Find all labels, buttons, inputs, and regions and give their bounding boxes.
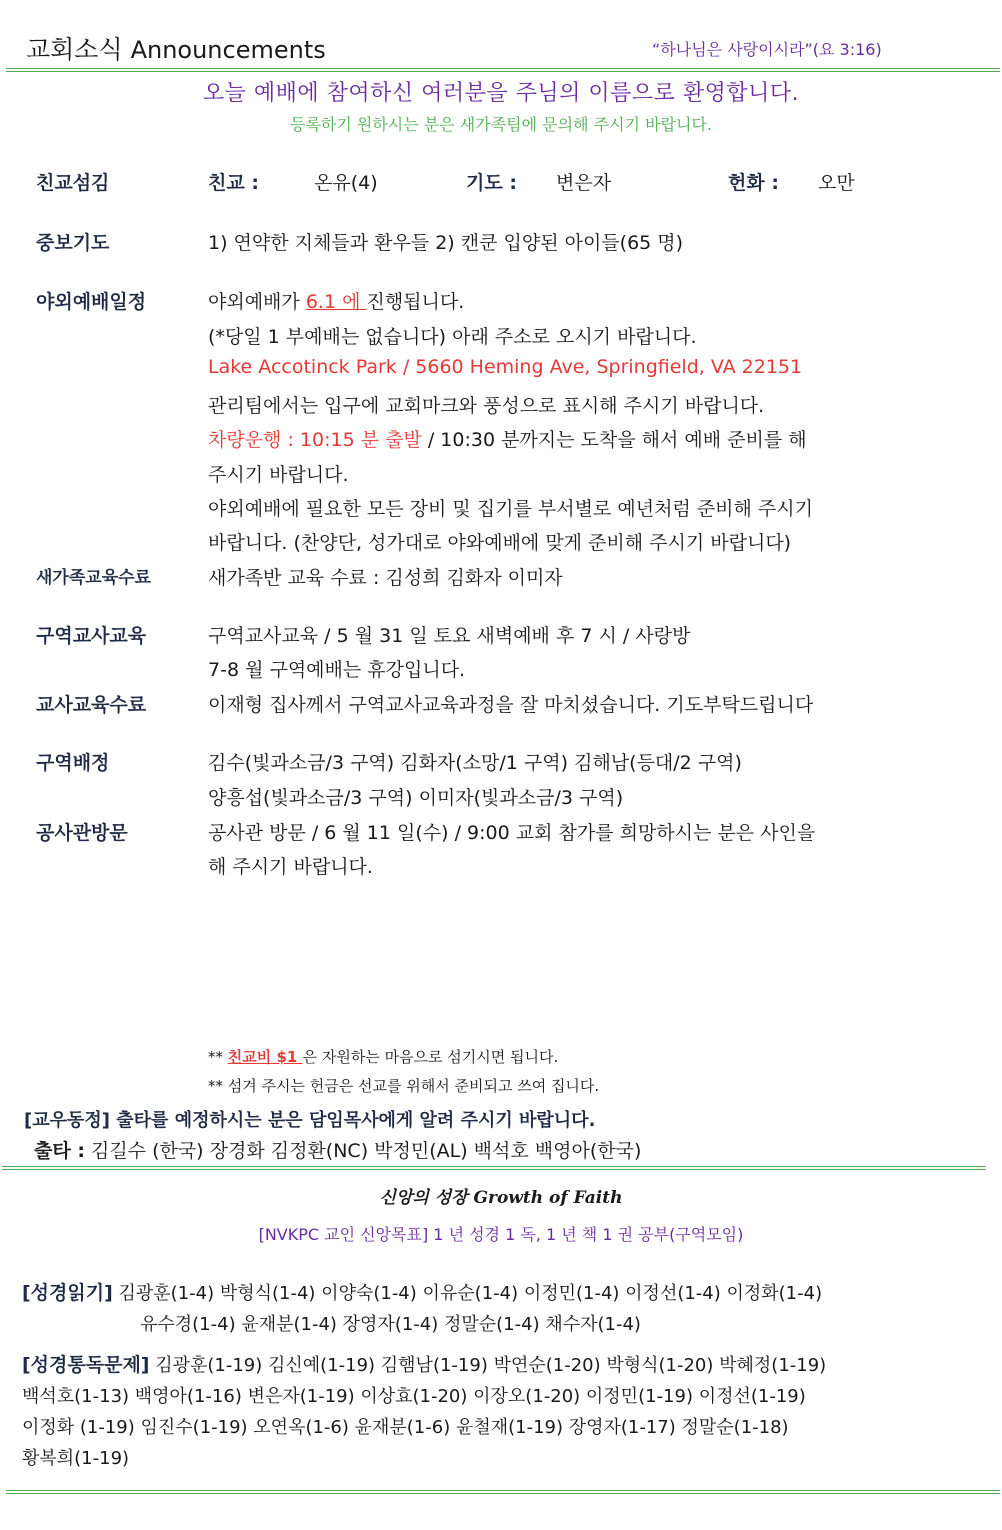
bible-reading-label: [성경읽기] [22, 1282, 113, 1304]
bottom-divider [6, 1490, 1000, 1494]
district-teacher-line-1: 구역교사교육 / 5 월 31 일 토요 새벽예배 후 7 시 / 사랑방 [208, 625, 691, 647]
depart-line [34, 1136, 641, 1163]
newfamily-label: 새가족교육수료 [36, 568, 151, 588]
outdoor-line-8: 바랍니다. (찬양단, 성가대로 야와예배에 맞게 준비해 주시기 바랍니다) [208, 532, 792, 554]
outdoor-line-2: (*당일 1 부예배는 없습니다) 아래 주소로 오시기 바랍니다. [208, 326, 697, 348]
fellowship-label: 친교 : [208, 172, 259, 194]
depart-label: 출타 : [34, 1140, 85, 1162]
faith-goal: [NVKPC 교인 신앙목표] 1 년 성경 1 독, 1 년 책 1 권 공부(구역모임) [258, 1225, 744, 1244]
outdoor-line-5-rest: / 10:30 분까지는 도착을 해서 예배 준비를 해 [421, 429, 807, 451]
outdoor-line-1-pre: 야외예배가 [208, 291, 306, 313]
growth-title: 신앙의 성장 Growth of Faith [379, 1188, 623, 1208]
offering-note: ** 섬겨 주시는 헌금은 선교를 위해서 준비되고 쓰여 집니다. [208, 1077, 600, 1095]
fellowship-value: 온유(4) [314, 172, 378, 194]
newfamily-text: 새가족반 교육 수료 : 김성희 김화자 이미자 [208, 567, 563, 589]
bible-quiz-line-2: 백석호(1-13) 백영아(1-16) 변은자(1-19) 이상효(1-20) 이장오(1-20) 이정민(1-19) 이정선(1-19) [22, 1386, 806, 1407]
service-label: 친교섬김 [36, 172, 110, 194]
outdoor-address: Lake Accotinck Park / 5660 Heming Ave, Springfield, VA 22151 [208, 356, 803, 378]
register-message: 등록하기 원하시는 분은 새가족팀에 문의해 주시기 바랍니다. [289, 115, 712, 134]
outdoor-line-1-post: 진행됩니다. [366, 291, 465, 313]
intercession-label: 중보기도 [36, 232, 110, 254]
outdoor-line-7: 야외예배에 필요한 모든 장비 및 집기를 부서별로 예년처럼 준비해 주시기 [208, 498, 813, 520]
district-teacher-line-2: 7-8 월 구역예배는 휴강입니다. [208, 659, 466, 681]
page-title [26, 30, 326, 66]
teacher-complete-text: 이재형 집사께서 구역교사교육과정을 잘 마치셨습니다. 기도부탁드립니다 [208, 694, 814, 716]
top-divider [6, 68, 1000, 72]
outdoor-line-6: 주시기 바랍니다. [208, 464, 349, 486]
district-assign-label: 구역배정 [36, 752, 110, 774]
bible-reading-names-1: 김광훈(1-4) 박형식(1-4) 이양숙(1-4) 이유순(1-4) 이정민(1-4) 이정선(1-4) 이정화(1-4) [112, 1283, 823, 1304]
bible-quiz-line-4: 황복희(1-19) [22, 1448, 130, 1469]
depart-text: 김길수 (한국) 장경화 김정환(NC) 박정민(AL) 백석호 백영아(한국) [84, 1140, 642, 1162]
outdoor-date: 6.1 에 [305, 291, 367, 313]
welcome-message: 오늘 예배에 참여하신 여러분을 주님의 이름으로 환영합니다. [202, 81, 800, 106]
title-english: Announcements [130, 36, 326, 64]
outdoor-line-4: 관리팀에서는 입구에 교회마크와 풍성으로 표시해 주시기 바랍니다. [208, 395, 765, 417]
bible-quiz-label: [성경통독문제] [22, 1354, 150, 1376]
flower-label: 헌화 : [728, 172, 779, 194]
middle-divider [2, 1166, 986, 1170]
shuttle-time: 차량운행 : 10:15 분 출발 [208, 429, 422, 451]
intercession-text: 1) 연약한 지체들과 환우들 2) 캔쿤 입양된 아이들(65 명) [208, 232, 684, 254]
bible-verse: “하나님은 사랑이시라”(요 3:16) [652, 40, 882, 59]
outdoor-label: 야외예배일정 [36, 291, 147, 313]
fellowship-fee-note [208, 1046, 558, 1067]
district-assign-line-1: 김수(빛과소금/3 구역) 김화자(소망/1 구역) 김해남(등대/2 구역) [208, 752, 742, 774]
title-korean: 교회소식 [26, 35, 123, 64]
note-text: 은 자원하는 마음으로 섬기시면 됩니다. [302, 1048, 559, 1066]
visit-label: 공사관방문 [36, 822, 128, 844]
district-teacher-label: 구역교사교육 [36, 625, 147, 647]
note-prefix: ** [208, 1048, 228, 1066]
district-assign-line-2: 양흥섭(빛과소금/3 구역) 이미자(빛과소금/3 구역) [208, 787, 624, 809]
flower-value: 오만 [818, 172, 855, 194]
members-news: [교우동정] 출타를 예정하시는 분은 담임목사에게 알려 주시기 바랍니다. [24, 1110, 596, 1131]
visit-line-2: 해 주시기 바랍니다. [208, 856, 373, 878]
visit-line-1: 공사관 방문 / 6 월 11 일(수) / 9:00 교회 참가를 희망하시는 분은 사인을 [208, 822, 816, 844]
fellowship-fee: 친교비 $1 [227, 1048, 303, 1066]
outdoor-line-5 [208, 425, 807, 452]
bible-quiz-line-3: 이정화 (1-19) 임진수(1-19) 오연옥(1-6) 윤재분(1-6) 윤철재(1-19) 장영자(1-17) 정말순(1-18) [22, 1417, 789, 1438]
bible-reading-line-1 [22, 1278, 822, 1305]
prayer-label: 기도 : [466, 172, 517, 194]
bible-quiz-line-1 [22, 1350, 826, 1377]
bible-quiz-names-1: 김광훈(1-19) 김신예(1-19) 김햄남(1-19) 박연순(1-20) 박형식(1-20) 박혜정(1-19) [149, 1355, 827, 1376]
teacher-complete-label: 교사교육수료 [36, 694, 147, 716]
bible-reading-line-2: 유수경(1-4) 윤재분(1-4) 장영자(1-4) 정말순(1-4) 채수자(1-4) [140, 1314, 641, 1335]
prayer-value: 변은자 [556, 172, 612, 194]
outdoor-line-1 [208, 287, 464, 314]
